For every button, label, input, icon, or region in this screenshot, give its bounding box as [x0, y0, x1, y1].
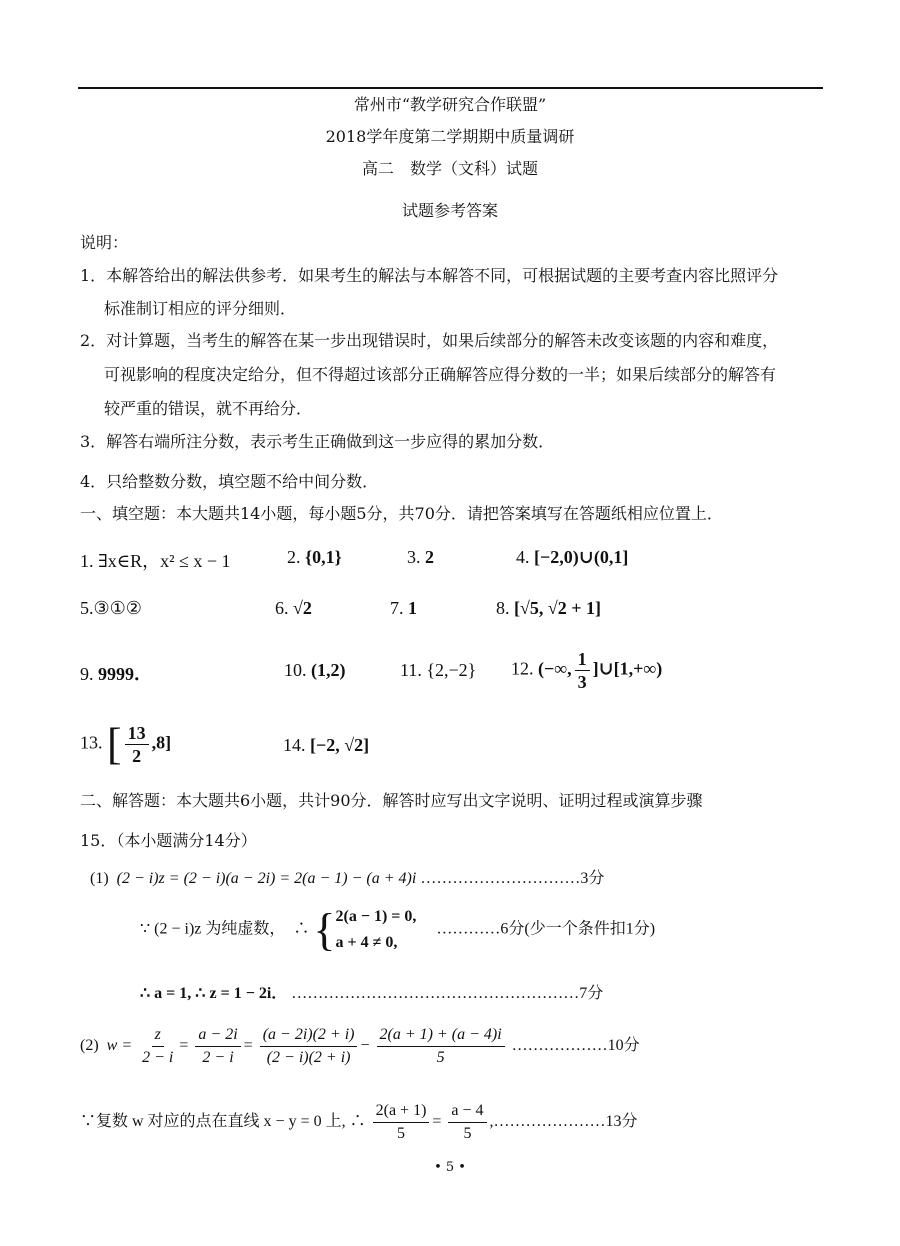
q15-pure-imaginary-line: ∵ (2 − i)z 为纯虚数， ∴ { 2(a − 1) = 0, a + 4 ≠ 0, …………6分(少一个条件扣1分) [140, 904, 656, 955]
answer-2: 2. {0,1} [287, 547, 342, 567]
page-title: 试题参考答案 [401, 201, 498, 220]
q15-line-condition: ∵复数 w 对应的点在直线 x − y = 0 上, ∴ $\frac{2(a + 1)}{5}$ = $\frac{a - 4}{5}$ ,…………………13分 [80, 1102, 638, 1142]
answer-8: 8. [√5, √2 + 1] [496, 598, 602, 618]
q15-solution-line: ∴ a = 1, ∴ z = 1 − 2i． ………………………………………………7分 [140, 985, 604, 1002]
note-3: 3．解答右端所注分数，表示考生正确做到这一步应得的累加分数． [80, 432, 555, 451]
header-rule [78, 87, 823, 89]
answer-13: 13. [ $\frac{13}{2}$ ,8] [80, 719, 172, 769]
section-2-title: 二、解答题：本大题共6小题，共计90分．解答时应写出文字说明、证明过程或演算步骤 [80, 791, 703, 810]
q15-part1-line: (1) (2 − i)z = (2 − i)(a − 2i) = 2(a − 1) − (a + 4)i …………………………3分 [90, 870, 605, 887]
answer-12: 12. (−∞, $\frac{1}{3}$ ]∪[1,+∞) [511, 649, 663, 692]
note-2-line-2: 可视影响的程度决定给分，但不得超过该部分正确解答应得分数的一半；如果后续部分的解答有 [104, 365, 777, 384]
note-2-line-3: 较严重的错误，就不再给分． [104, 399, 313, 418]
answer-6: 6. √2 [275, 598, 312, 618]
answer-1: 1. ∃x∈R，x² ≤ x − 1 [80, 551, 231, 571]
answer-10: 10. (1,2) [284, 660, 346, 680]
answer-9: 9. 9999． [80, 664, 152, 684]
header-term: 2018学年度第二学期期中质量调研 [325, 127, 575, 146]
q15-part2-w: (2) w = $\frac{z}{2 - i}$ = $\frac{a - 2i}{2 - i}$ = $\frac{(a - 2i)(2 + i)}{(2 - i)(2 + i)}$ − $\frac{2(a + 1) + (a - 4)i}{5}$ ………………10分 [80, 1026, 640, 1066]
page-number: • 5 • [434, 1160, 466, 1175]
section-1-title: 一、填空题：本大题共14小题，每小题5分，共70分．请把答案填写在答题纸相应位置上． [80, 504, 723, 523]
note-1-line-1: 1．本解答给出的解法供参考．如果考生的解法与本解答不同，可根据试题的主要考查内容比照评分 [80, 266, 779, 285]
answer-7: 7. 1 [390, 598, 417, 618]
answer-4: 4. [−2,0)∪(0,1] [516, 547, 629, 567]
header-org: 常州市“教学研究合作联盟” [353, 95, 547, 114]
answer-3: 3. 2 [407, 547, 434, 567]
notes-title: 说明： [80, 233, 129, 252]
note-4: 4．只给整数分数，填空题不给中间分数． [80, 472, 379, 491]
header-subject: 高二 数学（文科）试题 [361, 159, 538, 178]
answer-5: 5.③①② [80, 598, 142, 618]
question-15-title: 15．（本小题满分14分） [80, 831, 257, 850]
answer-14: 14. [−2, √2] [283, 735, 370, 755]
answer-11: 11. {2,−2} [400, 660, 477, 680]
note-2-line-1: 2．对计算题，当考生的解答在某一步出现错误时，如果后续部分的解答未改变该题的内容和难度， [80, 331, 779, 350]
note-1-line-2: 标准制订相应的评分细则． [104, 299, 297, 318]
